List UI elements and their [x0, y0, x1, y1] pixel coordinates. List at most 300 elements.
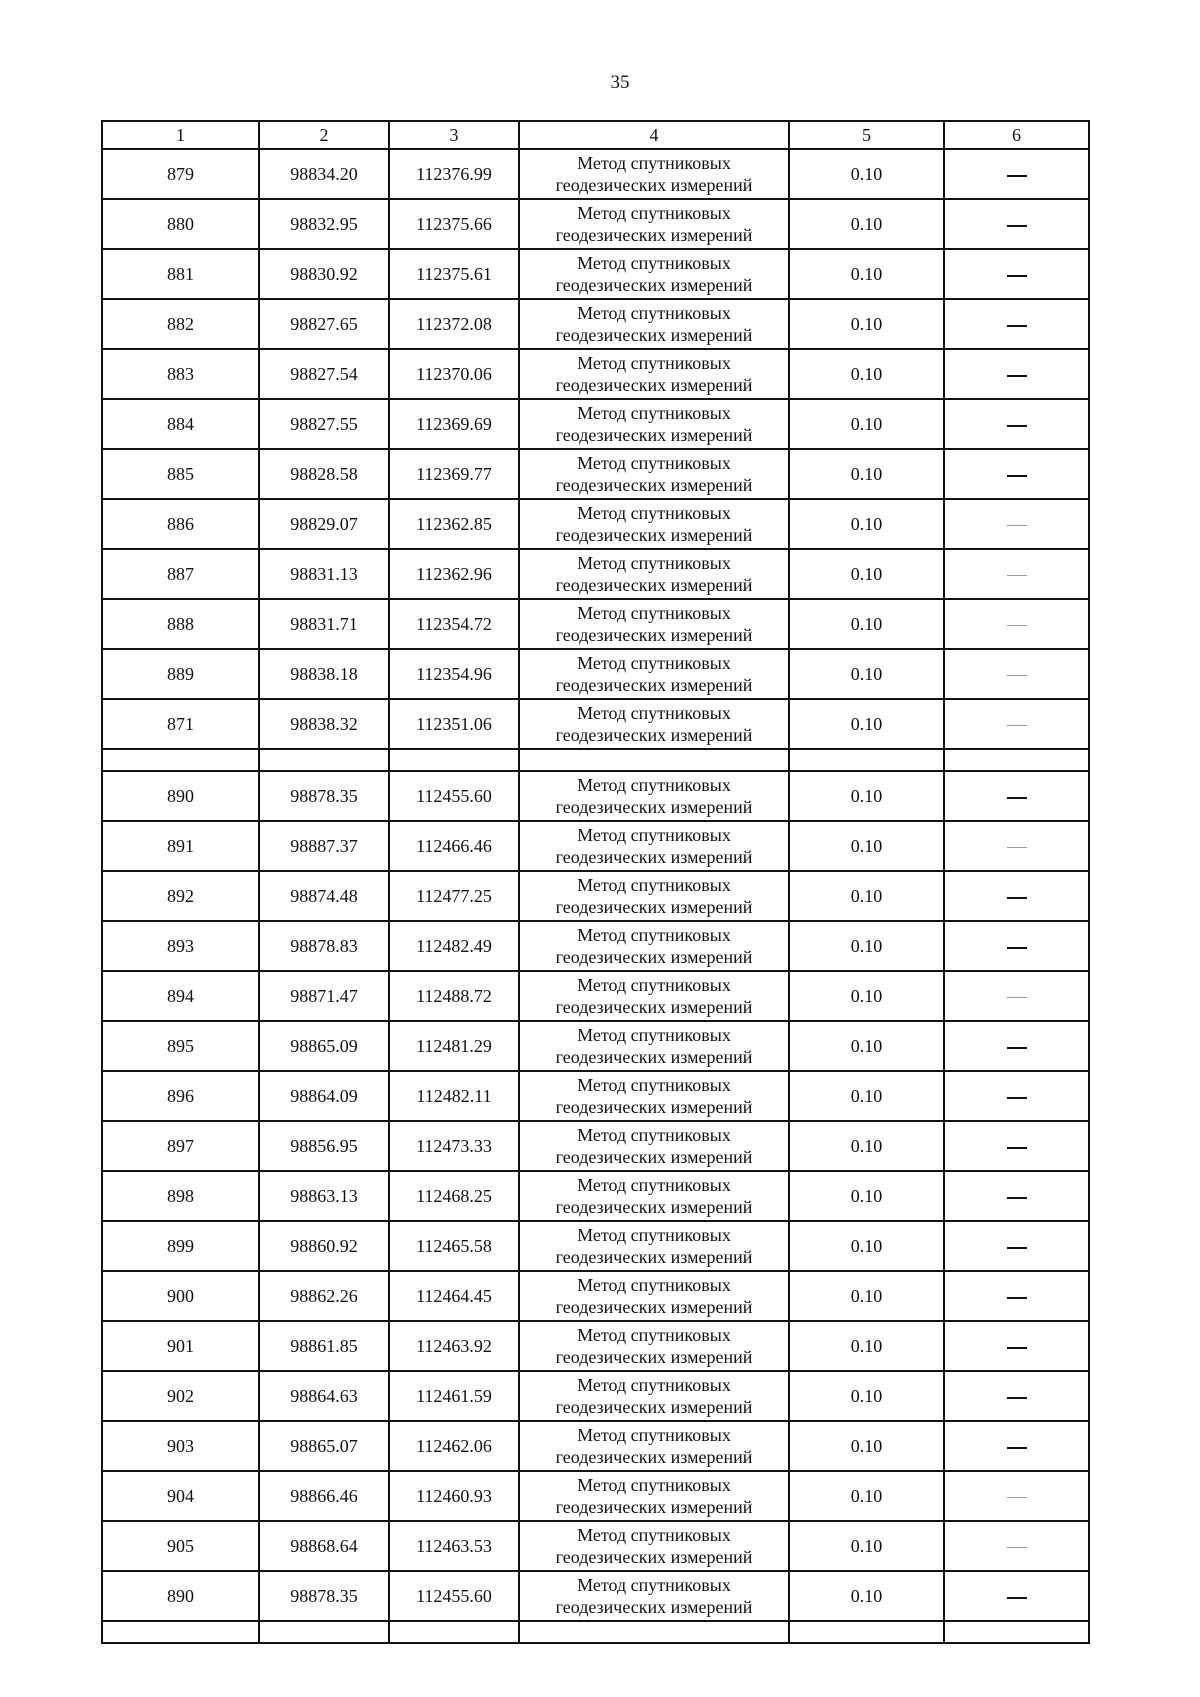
point-number-cell: 893 — [102, 921, 259, 971]
table-row — [102, 149, 1089, 199]
method-cell — [519, 1221, 789, 1271]
note-cell — [944, 871, 1089, 921]
x-coordinate-cell: 98862.26 — [259, 1271, 389, 1321]
note-cell — [944, 1271, 1089, 1321]
point-number-cell: 884 — [102, 399, 259, 449]
table-row — [102, 1521, 1089, 1571]
x-coordinate-cell: 98863.13 — [259, 1171, 389, 1221]
point-number-cell: 904 — [102, 1471, 259, 1521]
method-line-2: геодезических измерений — [555, 847, 753, 867]
dash-mark — [1007, 325, 1027, 327]
method-line-1: Метод спутниковых — [577, 1025, 731, 1045]
x-coordinate-cell: 98831.71 — [259, 599, 389, 649]
dash-mark — [1007, 1147, 1027, 1149]
header-cell: 1 — [102, 121, 259, 149]
point-number-cell: 901 — [102, 1321, 259, 1371]
accuracy-cell: 0.10 — [789, 1121, 944, 1171]
x-coordinate-cell: 98878.35 — [259, 1571, 389, 1621]
table-row — [102, 1271, 1089, 1321]
method-line-2: геодезических измерений — [555, 375, 753, 395]
header-cell: 5 — [789, 121, 944, 149]
y-coordinate-cell: 112372.08 — [389, 299, 519, 349]
x-coordinate-cell: 98830.92 — [259, 249, 389, 299]
y-coordinate-cell: 112461.59 — [389, 1371, 519, 1421]
x-coordinate-cell: 98865.09 — [259, 1021, 389, 1071]
method-line-2: геодезических измерений — [555, 1397, 753, 1417]
accuracy-cell: 0.10 — [789, 1521, 944, 1571]
method-line-2: геодезических измерений — [555, 897, 753, 917]
empty-cell — [389, 1621, 519, 1643]
y-coordinate-cell: 112354.72 — [389, 599, 519, 649]
method-line-2: геодезических измерений — [555, 575, 753, 595]
method-line-2: геодезических измерений — [555, 1197, 753, 1217]
dash-mark — [1007, 675, 1027, 676]
method-cell — [519, 1271, 789, 1321]
accuracy-cell: 0.10 — [789, 299, 944, 349]
method-cell — [519, 1371, 789, 1421]
method-line-2: геодезических измерений — [555, 675, 753, 695]
method-cell — [519, 1021, 789, 1071]
table-row — [102, 921, 1089, 971]
accuracy-cell: 0.10 — [789, 771, 944, 821]
point-number-cell: 883 — [102, 349, 259, 399]
x-coordinate-cell: 98829.07 — [259, 499, 389, 549]
table-row — [102, 399, 1089, 449]
method-cell — [519, 821, 789, 871]
accuracy-cell: 0.10 — [789, 499, 944, 549]
table-row — [102, 1071, 1089, 1121]
method-line-1: Метод спутниковых — [577, 453, 731, 473]
dash-mark — [1007, 1297, 1027, 1299]
note-cell — [944, 449, 1089, 499]
y-coordinate-cell: 112369.69 — [389, 399, 519, 449]
y-coordinate-cell: 112370.06 — [389, 349, 519, 399]
table-row — [102, 821, 1089, 871]
note-cell — [944, 921, 1089, 971]
note-cell — [944, 599, 1089, 649]
table-row — [102, 549, 1089, 599]
method-cell — [519, 299, 789, 349]
accuracy-cell: 0.10 — [789, 1271, 944, 1321]
method-line-1: Метод спутниковых — [577, 703, 731, 723]
x-coordinate-cell: 98828.58 — [259, 449, 389, 499]
table-row — [102, 771, 1089, 821]
dash-mark — [1007, 1397, 1027, 1399]
method-line-2: геодезических измерений — [555, 175, 753, 195]
method-cell — [519, 1421, 789, 1471]
x-coordinate-cell: 98864.09 — [259, 1071, 389, 1121]
x-coordinate-cell: 98838.32 — [259, 699, 389, 749]
note-cell — [944, 499, 1089, 549]
method-line-1: Метод спутниковых — [577, 1175, 731, 1195]
note-cell — [944, 1371, 1089, 1421]
note-cell — [944, 821, 1089, 871]
accuracy-cell: 0.10 — [789, 399, 944, 449]
table-row — [102, 1321, 1089, 1371]
method-line-1: Метод спутниковых — [577, 1475, 731, 1495]
note-cell — [944, 699, 1089, 749]
x-coordinate-cell: 98861.85 — [259, 1321, 389, 1371]
point-number-cell: 902 — [102, 1371, 259, 1421]
note-cell — [944, 1071, 1089, 1121]
dash-mark — [1007, 1547, 1027, 1548]
method-line-1: Метод спутниковых — [577, 653, 731, 673]
method-line-1: Метод спутниковых — [577, 975, 731, 995]
method-line-1: Метод спутниковых — [577, 775, 731, 795]
dash-mark — [1007, 1347, 1027, 1349]
method-cell — [519, 1171, 789, 1221]
table-row — [102, 1421, 1089, 1471]
page-number: 35 — [610, 72, 630, 93]
note-cell — [944, 549, 1089, 599]
method-line-2: геодезических измерений — [555, 525, 753, 545]
header-cell: 2 — [259, 121, 389, 149]
y-coordinate-cell: 112351.06 — [389, 699, 519, 749]
accuracy-cell: 0.10 — [789, 1171, 944, 1221]
point-number-cell: 879 — [102, 149, 259, 199]
method-line-2: геодезических измерений — [555, 1597, 753, 1617]
accuracy-cell: 0.10 — [789, 249, 944, 299]
point-number-cell: 894 — [102, 971, 259, 1021]
method-line-1: Метод спутниковых — [577, 875, 731, 895]
method-line-2: геодезических измерений — [555, 1097, 753, 1117]
dash-mark — [1007, 475, 1027, 477]
method-line-1: Метод спутниковых — [577, 1075, 731, 1095]
method-cell — [519, 549, 789, 599]
y-coordinate-cell: 112375.66 — [389, 199, 519, 249]
empty-cell — [789, 749, 944, 771]
dash-mark — [1007, 1447, 1027, 1449]
method-line-1: Метод спутниковых — [577, 825, 731, 845]
dash-mark — [1007, 1097, 1027, 1099]
method-line-1: Метод спутниковых — [577, 253, 731, 273]
method-line-1: Метод спутниковых — [577, 553, 731, 573]
y-coordinate-cell: 112463.53 — [389, 1521, 519, 1571]
coordinates-table — [101, 120, 1090, 1644]
note-cell — [944, 1171, 1089, 1221]
dash-mark — [1007, 1247, 1027, 1249]
x-coordinate-cell: 98834.20 — [259, 149, 389, 199]
point-number-cell: 896 — [102, 1071, 259, 1121]
point-number-cell: 881 — [102, 249, 259, 299]
note-cell — [944, 199, 1089, 249]
dash-mark — [1007, 275, 1027, 277]
method-line-1: Метод спутниковых — [577, 1575, 731, 1595]
method-line-1: Метод спутниковых — [577, 403, 731, 423]
y-coordinate-cell: 112481.29 — [389, 1021, 519, 1071]
table-row — [102, 349, 1089, 399]
method-cell — [519, 1321, 789, 1371]
point-number-cell: 880 — [102, 199, 259, 249]
method-line-2: геодезических измерений — [555, 325, 753, 345]
x-coordinate-cell: 98871.47 — [259, 971, 389, 1021]
method-line-1: Метод спутниковых — [577, 1275, 731, 1295]
dash-mark — [1007, 175, 1027, 177]
y-coordinate-cell: 112455.60 — [389, 1571, 519, 1621]
accuracy-cell: 0.10 — [789, 971, 944, 1021]
x-coordinate-cell: 98887.37 — [259, 821, 389, 871]
method-line-2: геодезических измерений — [555, 1347, 753, 1367]
note-cell — [944, 299, 1089, 349]
x-coordinate-cell: 98878.83 — [259, 921, 389, 971]
table-row — [102, 871, 1089, 921]
table-row — [102, 699, 1089, 749]
table-row — [102, 499, 1089, 549]
x-coordinate-cell: 98865.07 — [259, 1421, 389, 1471]
y-coordinate-cell: 112369.77 — [389, 449, 519, 499]
note-cell — [944, 1571, 1089, 1621]
point-number-cell: 886 — [102, 499, 259, 549]
method-line-1: Метод спутниковых — [577, 1525, 731, 1545]
empty-cell — [789, 1621, 944, 1643]
y-coordinate-cell: 112482.49 — [389, 921, 519, 971]
note-cell — [944, 1021, 1089, 1071]
method-cell — [519, 771, 789, 821]
table-row — [102, 1371, 1089, 1421]
accuracy-cell: 0.10 — [789, 821, 944, 871]
empty-cell — [944, 1621, 1089, 1643]
accuracy-cell: 0.10 — [789, 1071, 944, 1121]
y-coordinate-cell: 112465.58 — [389, 1221, 519, 1271]
method-line-1: Метод спутниковых — [577, 603, 731, 623]
accuracy-cell: 0.10 — [789, 1371, 944, 1421]
accuracy-cell: 0.10 — [789, 599, 944, 649]
dash-mark — [1007, 997, 1027, 998]
x-coordinate-cell: 98832.95 — [259, 199, 389, 249]
table-row — [102, 449, 1089, 499]
empty-cell — [519, 749, 789, 771]
x-coordinate-cell: 98874.48 — [259, 871, 389, 921]
x-coordinate-cell: 98856.95 — [259, 1121, 389, 1171]
method-line-1: Метод спутниковых — [577, 1125, 731, 1145]
accuracy-cell: 0.10 — [789, 871, 944, 921]
x-coordinate-cell: 98878.35 — [259, 771, 389, 821]
accuracy-cell: 0.10 — [789, 1471, 944, 1521]
y-coordinate-cell: 112466.46 — [389, 821, 519, 871]
empty-cell — [389, 749, 519, 771]
x-coordinate-cell: 98831.13 — [259, 549, 389, 599]
note-cell — [944, 1471, 1089, 1521]
table-row — [102, 649, 1089, 699]
method-line-2: геодезических измерений — [555, 1547, 753, 1567]
point-number-cell: 890 — [102, 1571, 259, 1621]
note-cell — [944, 149, 1089, 199]
point-number-cell: 898 — [102, 1171, 259, 1221]
empty-cell — [259, 749, 389, 771]
y-coordinate-cell: 112463.92 — [389, 1321, 519, 1371]
method-line-1: Метод спутниковых — [577, 1325, 731, 1345]
point-number-cell: 890 — [102, 771, 259, 821]
point-number-cell: 882 — [102, 299, 259, 349]
empty-cell — [102, 749, 259, 771]
point-number-cell: 897 — [102, 1121, 259, 1171]
table-body — [102, 149, 1089, 1643]
note-cell — [944, 1121, 1089, 1171]
method-line-2: геодезических измерений — [555, 725, 753, 745]
method-line-1: Метод спутниковых — [577, 925, 731, 945]
method-cell — [519, 599, 789, 649]
y-coordinate-cell: 112488.72 — [389, 971, 519, 1021]
x-coordinate-cell: 98827.54 — [259, 349, 389, 399]
x-coordinate-cell: 98860.92 — [259, 1221, 389, 1271]
note-cell — [944, 249, 1089, 299]
method-cell — [519, 699, 789, 749]
method-line-2: геодезических измерений — [555, 797, 753, 817]
dash-mark — [1007, 1197, 1027, 1199]
note-cell — [944, 1521, 1089, 1571]
table-row — [102, 1171, 1089, 1221]
point-number-cell: 887 — [102, 549, 259, 599]
y-coordinate-cell: 112362.85 — [389, 499, 519, 549]
method-line-2: геодезических измерений — [555, 997, 753, 1017]
note-cell — [944, 1321, 1089, 1371]
method-cell — [519, 649, 789, 699]
accuracy-cell: 0.10 — [789, 1321, 944, 1371]
method-line-1: Метод спутниковых — [577, 153, 731, 173]
method-line-2: геодезических измерений — [555, 1247, 753, 1267]
method-line-1: Метод спутниковых — [577, 1425, 731, 1445]
empty-cell — [102, 1621, 259, 1643]
method-cell — [519, 349, 789, 399]
point-number-cell: 895 — [102, 1021, 259, 1071]
point-number-cell: 903 — [102, 1421, 259, 1471]
point-number-cell: 892 — [102, 871, 259, 921]
accuracy-cell: 0.10 — [789, 349, 944, 399]
accuracy-cell: 0.10 — [789, 1021, 944, 1071]
method-line-2: геодезических измерений — [555, 1147, 753, 1167]
method-cell — [519, 1521, 789, 1571]
y-coordinate-cell: 112482.11 — [389, 1071, 519, 1121]
point-number-cell: 891 — [102, 821, 259, 871]
point-number-cell: 885 — [102, 449, 259, 499]
note-cell — [944, 971, 1089, 1021]
method-cell — [519, 1571, 789, 1621]
method-cell — [519, 399, 789, 449]
dash-mark — [1007, 425, 1027, 427]
method-cell — [519, 971, 789, 1021]
y-coordinate-cell: 112455.60 — [389, 771, 519, 821]
y-coordinate-cell: 112460.93 — [389, 1471, 519, 1521]
empty-row — [102, 1621, 1089, 1643]
y-coordinate-cell: 112468.25 — [389, 1171, 519, 1221]
point-number-cell: 871 — [102, 699, 259, 749]
method-line-1: Метод спутниковых — [577, 1375, 731, 1395]
header-cell: 4 — [519, 121, 789, 149]
method-line-2: геодезических измерений — [555, 475, 753, 495]
note-cell — [944, 1421, 1089, 1471]
x-coordinate-cell: 98838.18 — [259, 649, 389, 699]
table-row — [102, 1121, 1089, 1171]
method-cell — [519, 149, 789, 199]
dash-mark — [1007, 897, 1027, 899]
point-number-cell: 899 — [102, 1221, 259, 1271]
table-row — [102, 1471, 1089, 1521]
method-line-1: Метод спутниковых — [577, 303, 731, 323]
method-line-2: геодезических измерений — [555, 225, 753, 245]
note-cell — [944, 771, 1089, 821]
method-cell — [519, 249, 789, 299]
point-number-cell: 900 — [102, 1271, 259, 1321]
method-line-1: Метод спутниковых — [577, 503, 731, 523]
dash-mark — [1007, 575, 1027, 576]
point-number-cell: 889 — [102, 649, 259, 699]
dash-mark — [1007, 947, 1027, 949]
header-cell: 6 — [944, 121, 1089, 149]
empty-cell — [259, 1621, 389, 1643]
method-cell — [519, 871, 789, 921]
point-number-cell: 888 — [102, 599, 259, 649]
method-cell — [519, 1471, 789, 1521]
method-line-1: Метод спутниковых — [577, 1225, 731, 1245]
header-cell: 3 — [389, 121, 519, 149]
note-cell — [944, 349, 1089, 399]
table-row — [102, 299, 1089, 349]
note-cell — [944, 399, 1089, 449]
method-line-2: геодезических измерений — [555, 1497, 753, 1517]
dash-mark — [1007, 1597, 1027, 1599]
table-row — [102, 599, 1089, 649]
empty-row — [102, 749, 1089, 771]
y-coordinate-cell: 112473.33 — [389, 1121, 519, 1171]
note-cell — [944, 649, 1089, 699]
accuracy-cell: 0.10 — [789, 149, 944, 199]
accuracy-cell: 0.10 — [789, 1571, 944, 1621]
accuracy-cell: 0.10 — [789, 649, 944, 699]
dash-mark — [1007, 797, 1027, 799]
header-row — [102, 121, 1089, 149]
table-row — [102, 971, 1089, 1021]
method-line-2: геодезических измерений — [555, 1047, 753, 1067]
method-cell — [519, 1121, 789, 1171]
method-cell — [519, 1071, 789, 1121]
table-row — [102, 249, 1089, 299]
dash-mark — [1007, 725, 1027, 726]
x-coordinate-cell: 98827.55 — [259, 399, 389, 449]
method-line-2: геодезических измерений — [555, 947, 753, 967]
method-cell — [519, 199, 789, 249]
accuracy-cell: 0.10 — [789, 1221, 944, 1271]
x-coordinate-cell: 98827.65 — [259, 299, 389, 349]
method-line-2: геодезических измерений — [555, 625, 753, 645]
dash-mark — [1007, 1497, 1027, 1498]
x-coordinate-cell: 98866.46 — [259, 1471, 389, 1521]
accuracy-cell: 0.10 — [789, 199, 944, 249]
method-line-2: геодезических измерений — [555, 1447, 753, 1467]
note-cell — [944, 1221, 1089, 1271]
dash-mark — [1007, 1047, 1027, 1049]
accuracy-cell: 0.10 — [789, 1421, 944, 1471]
accuracy-cell: 0.10 — [789, 449, 944, 499]
y-coordinate-cell: 112375.61 — [389, 249, 519, 299]
empty-cell — [519, 1621, 789, 1643]
y-coordinate-cell: 112477.25 — [389, 871, 519, 921]
dash-mark — [1007, 375, 1027, 377]
method-line-1: Метод спутниковых — [577, 203, 731, 223]
y-coordinate-cell: 112462.06 — [389, 1421, 519, 1471]
dash-mark — [1007, 625, 1027, 626]
dash-mark — [1007, 225, 1027, 227]
method-cell — [519, 499, 789, 549]
point-number-cell: 905 — [102, 1521, 259, 1571]
y-coordinate-cell: 112464.45 — [389, 1271, 519, 1321]
table-row — [102, 1221, 1089, 1271]
method-cell — [519, 449, 789, 499]
method-line-2: геодезических измерений — [555, 1297, 753, 1317]
dash-mark — [1007, 525, 1027, 526]
method-line-2: геодезических измерений — [555, 425, 753, 445]
accuracy-cell: 0.10 — [789, 699, 944, 749]
accuracy-cell: 0.10 — [789, 549, 944, 599]
